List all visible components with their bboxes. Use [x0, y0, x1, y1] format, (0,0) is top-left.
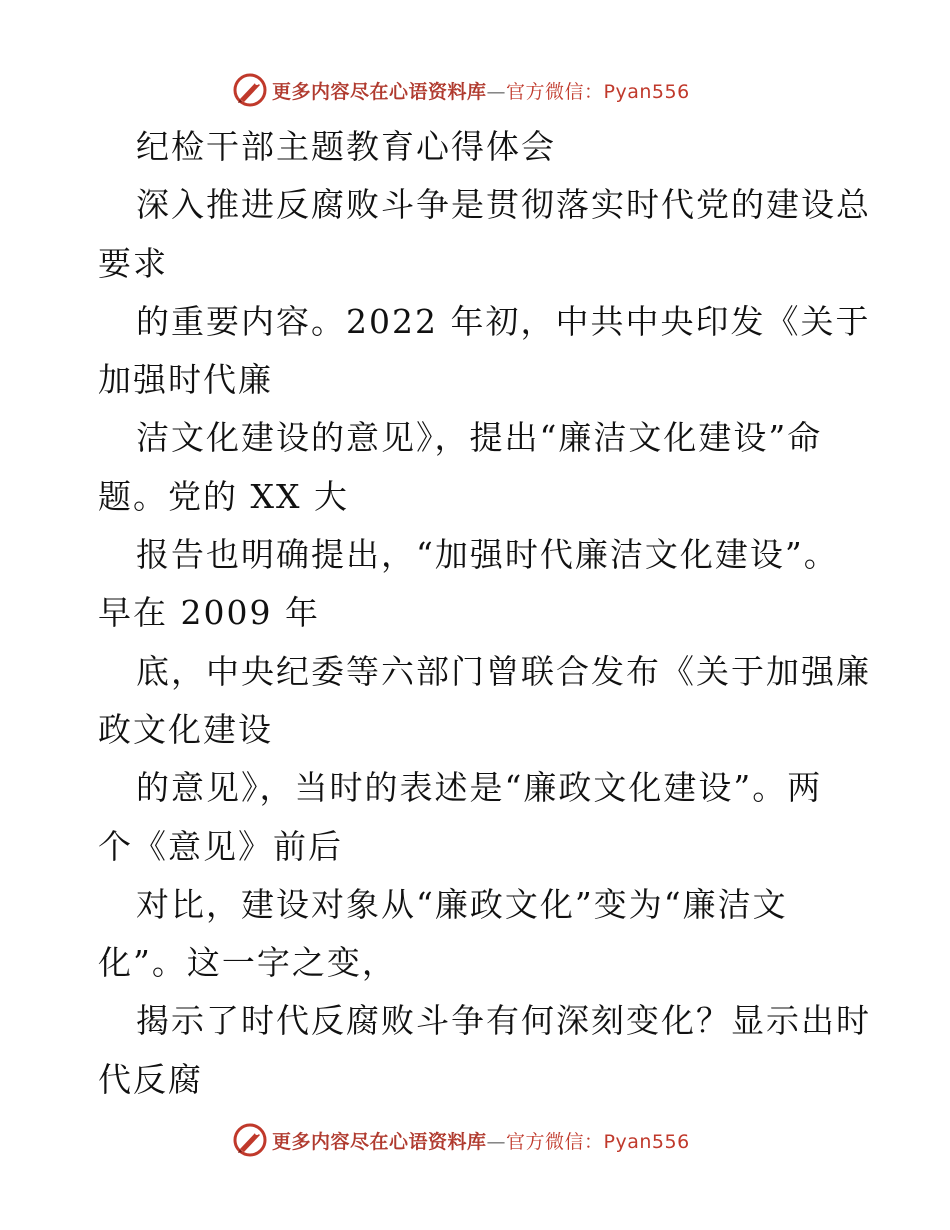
text-line: 的意见》，当时的表述是“廉政文化建设”。两: [136, 768, 823, 808]
text-line: 深入推进反腐败斗争是贯彻落实时代党的建设总: [136, 185, 871, 225]
banner-lead: 更多内容尽在心语资料库: [272, 80, 487, 103]
banner-label: 官方微信：: [506, 1130, 604, 1153]
text-line: 政文化建设: [98, 709, 273, 749]
text-line: 洁文化建设的意见》，提出“廉洁文化建设”命: [136, 418, 823, 458]
text-line: 早在 2009 年: [98, 593, 320, 633]
header-banner: [232, 70, 712, 110]
pen-logo-icon: [232, 1122, 268, 1158]
banner-dash: —: [486, 1130, 507, 1153]
text-line: 底，中央纪委等六部门曾联合发布《关于加强廉: [136, 651, 871, 691]
text-line: 化”。这一字之变，: [98, 943, 397, 983]
text-line: 加强时代廉: [98, 360, 273, 400]
banner-text: [272, 77, 690, 104]
text-line: 个《意见》前后: [98, 826, 343, 866]
text-line: 代反腐: [98, 1059, 203, 1099]
footer-banner: [232, 1120, 712, 1160]
text-line: 要求: [98, 243, 168, 283]
pen-logo-icon: [232, 72, 268, 108]
banner-dash: —: [486, 80, 507, 103]
text-line: 的重要内容。2022 年初，中共中央印发《关于: [136, 301, 871, 341]
banner-label: 官方微信：: [506, 80, 604, 103]
banner-lead: 更多内容尽在心语资料库: [272, 1130, 487, 1153]
banner-wechat-id: Pyan556: [603, 1130, 690, 1153]
text-line: 报告也明确提出，“加强时代廉洁文化建设”。: [136, 535, 839, 575]
document-title: 纪检干部主题教育心得体会: [136, 127, 556, 166]
text-line: 揭示了时代反腐败斗争有何深刻变化？显示出时: [136, 1001, 871, 1041]
text-line: 题。党的 XX 大: [98, 476, 349, 516]
document-body: [98, 118, 898, 1109]
text-line: 对比，建设对象从“廉政文化”变为“廉洁文: [136, 884, 788, 924]
banner-text: [272, 1127, 690, 1154]
banner-wechat-id: Pyan556: [603, 80, 690, 103]
